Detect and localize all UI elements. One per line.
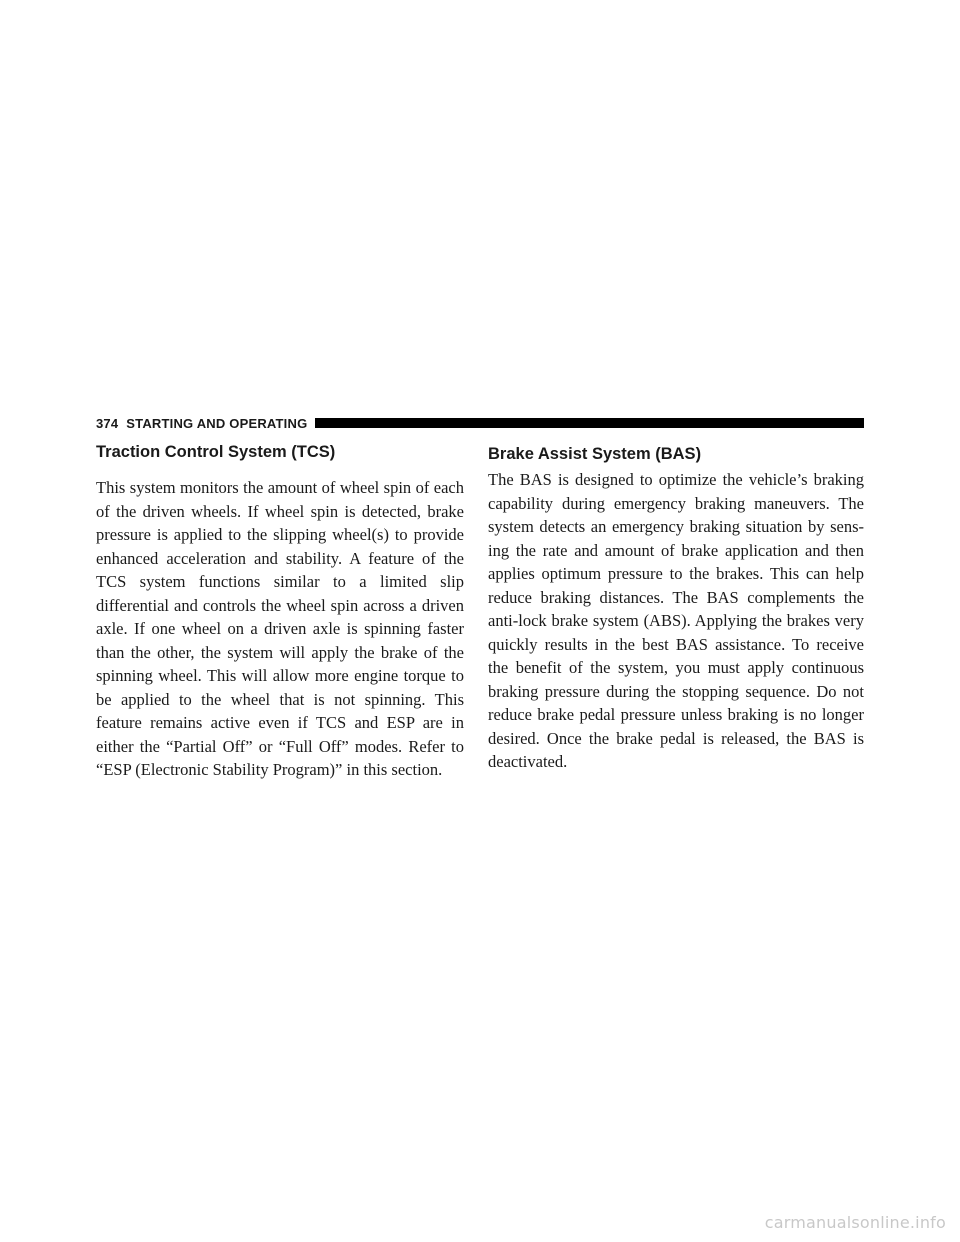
tcs-paragraph: This system monitors the amount of wheel spin of each of the driven wheels. If wheel spin is detected, brake pressure is applied to the slipping wheel(s) to provide enhanced acceleration and stability. A feature of the TCS system functions similar to a limited slip differential and controls the wheel spin across a driven axle. If one wheel on a driven axle is spinning faster than the other, the system will apply the brake of the spinning wheel. This will allow more engine torque to be applied to the wheel that is not spinning. This feature remains active even if TCS and ESP are in either the “Partial Off” or “Full Off” modes. Refer to “ESP (Electronic Stability Program)” in this section. xyxy=(96,478,464,779)
left-column xyxy=(96,442,464,782)
right-column xyxy=(488,444,864,774)
page-number: 374 xyxy=(96,415,119,431)
watermark-text: carmanualsonline.info xyxy=(764,1213,946,1232)
page-header xyxy=(96,415,864,431)
section-title: STARTING AND OPERATING xyxy=(126,415,308,431)
tcs-heading: Traction Control System (TCS) xyxy=(96,443,336,461)
header-rule xyxy=(315,418,864,428)
bas-paragraph: The BAS is designed to optimize the vehicle’s braking capability during emergency braking maneuvers. The system detects an emergency braking situation by sensing the rate and amount of brake application and then applies optimum pressure to the brakes. This can help reduce braking distances. The BAS complements the anti-lock brake system (ABS). Applying the brakes very quickly results in the best BAS assistance. To receive the benefit of the system, you must apply continuous braking pressure during the stopping sequence. Do not reduce brake pedal pressure unless braking is no longer desired. Once the brake pedal is released, the BAS is deactivated. xyxy=(488,470,864,771)
bas-heading: Brake Assist System (BAS) xyxy=(488,445,702,463)
